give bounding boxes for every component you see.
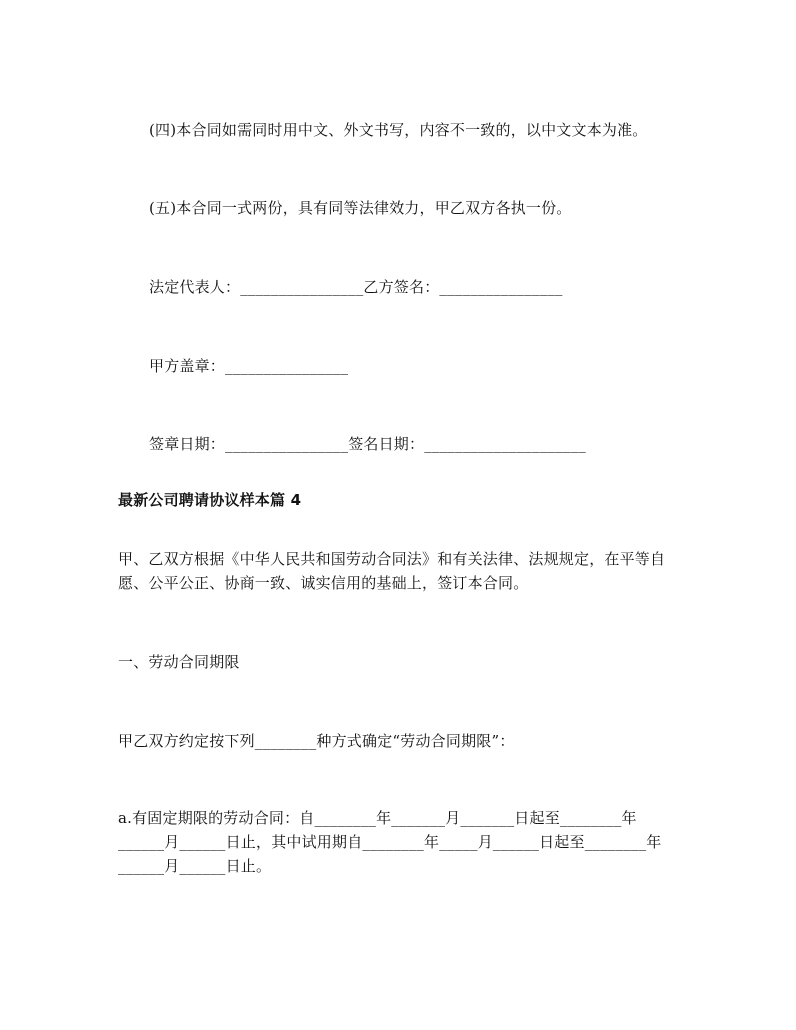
- term-a-line-1: a.有固定期限的劳动合同：自________年_______月_______日起至________年: [118, 809, 637, 827]
- clause-5-text: (五)本合同一式两份，具有同等法律效力，甲乙双方各执一份。: [149, 199, 572, 217]
- term-heading: 一、劳动合同期限: [118, 653, 240, 671]
- term-a-line-3: ______月______日止。: [118, 857, 272, 875]
- party-a-seal-line: 甲方盖章：________________: [149, 357, 349, 375]
- clause-4-text: (四)本合同如需同时用中文、外文书写，内容不一致的，以中文文本为准。: [149, 121, 648, 139]
- term-a-line-2: ______月______日止，其中试用期自________年_____月______日起至________年: [118, 833, 662, 851]
- intro-paragraph-line-1: 甲、乙双方根据《中华人民共和国劳动合同法》和有关法律、法规规定，在平等自: [118, 550, 666, 568]
- term-method-line: 甲乙双方约定按下列________种方式确定“劳动合同期限”：: [118, 732, 515, 750]
- signing-dates-line: 签章日期：________________签名日期：_____________________: [149, 435, 586, 453]
- intro-paragraph-line-2: 愿、公平公正、协商一致、诚实信用的基础上，签订本合同。: [118, 574, 529, 592]
- signature-representative-line: 法定代表人：________________乙方签名：________________: [149, 278, 563, 296]
- section-title: 最新公司聘请协议样本篇 4: [118, 491, 302, 509]
